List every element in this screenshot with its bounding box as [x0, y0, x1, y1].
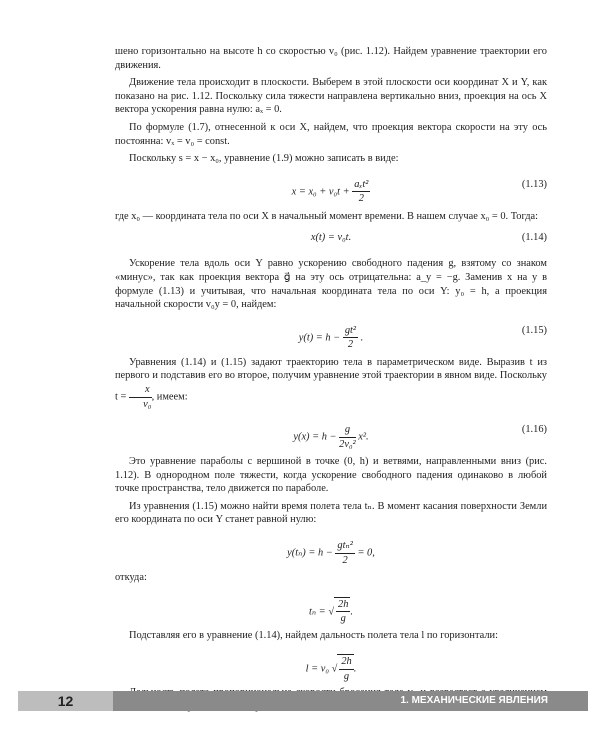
- paragraph: Это уравнение параболы с вершиной в точке (0, h) и ветвями, направленными вниз (рис. 1.12). В однородном поле тяжести, когда ускорение свободного падения одинаково в любой точке пространства, тело движется по параболе.: [115, 456, 547, 495]
- equation-tail: .: [353, 663, 357, 675]
- page-footer: [0, 688, 600, 718]
- equation-number: (1.13): [521, 178, 547, 190]
- equation-number: (1.15): [521, 324, 547, 336]
- equation-left: l = v₀: [305, 663, 329, 675]
- chapter-title: 1. МЕХАНИЧЕСКИЕ ЯВЛЕНИЯ: [400, 695, 548, 706]
- page-number: 12: [18, 691, 113, 711]
- equation-fraction: [352, 178, 370, 206]
- fraction-numerator: gtₙ²: [335, 539, 354, 554]
- paragraph: Из уравнения (1.15) можно найти время полета тела tₙ. В момент касания поверхности Земли его координата по оси Y станет равной нулю:: [115, 500, 547, 526]
- equation-left: y(x) = h −: [293, 431, 337, 443]
- paragraph: По формуле (1.7), отнесенной к оси X, найдем, что проекция вектора скорости на эту ось постоянна: vₓ = v₀ = const.: [115, 121, 547, 147]
- equation-tail: x².: [358, 431, 369, 443]
- equation-flight-time: [115, 531, 547, 567]
- equation-number: (1.14): [521, 232, 547, 244]
- equation-time-result: [115, 589, 547, 625]
- paragraph: Подставляя его в уравнение (1.14), найдем дальность полета тела l по горизонтали:: [129, 629, 498, 641]
- fraction-numerator: aₓt²: [352, 178, 370, 193]
- equation-fraction: [335, 539, 354, 567]
- paragraph: [115, 356, 547, 411]
- paragraph-text: Уравнения (1.14) и (1.15) задают траекторию тела в параметрическом виде. Выразив t из первого и подставив его во второе, получим уравнение этой траектории в явном виде. Поскольку t =: [115, 356, 547, 403]
- equation-1-15: [115, 316, 547, 352]
- paragraph: Движение тела происходит в плоскости. Выберем в этой плоскости оси координат X и Y, как показано на рис. 1.12. Поскольку сила тяжести направлена вертикально вниз, проекция на ось X вектора ускорения равна нулю: aₓ = 0.: [115, 77, 547, 116]
- inline-fraction: [129, 383, 152, 411]
- paragraph-text: , имеем:: [151, 391, 188, 403]
- sqrt-sign: √: [331, 663, 338, 675]
- fraction-numerator: 2h: [339, 655, 353, 670]
- equation-tail: .: [350, 606, 354, 618]
- equation-fraction: [339, 655, 353, 683]
- fraction-denominator: v₀: [143, 398, 152, 410]
- fraction-denominator: 2: [358, 193, 364, 205]
- paragraph: откуда:: [115, 572, 147, 584]
- equation-tail: = 0,: [357, 547, 375, 559]
- fraction-numerator: 2h: [336, 598, 350, 613]
- fraction-denominator: g: [343, 670, 350, 682]
- equation-1-13: [115, 170, 547, 206]
- equation-fraction: [339, 423, 356, 451]
- fraction-denominator: g: [340, 613, 346, 625]
- fraction-denominator: 2v₀²: [339, 438, 356, 450]
- fraction-denominator: 2: [342, 554, 348, 566]
- equation-1-14: [115, 227, 547, 253]
- fraction-denominator: 2: [347, 339, 354, 351]
- sqrt-radicand: [334, 597, 350, 626]
- equation-fraction: [343, 324, 358, 352]
- fraction-numerator: gt²: [343, 324, 358, 339]
- paragraph: где x₀ — координата тела по оси X в начальный момент времени. В нашем случае x₀ = 0. Тогда:: [115, 210, 539, 222]
- equation-left: x = x₀ + v₀t +: [291, 186, 350, 198]
- equation-left: tₙ =: [308, 606, 326, 618]
- equation-tail: .: [360, 332, 364, 344]
- equation-1-16: [115, 415, 547, 451]
- equation-fraction: [336, 598, 350, 626]
- paragraph: Поскольку s = x − x₀, уравнение (1.9) можно записать в виде:: [129, 153, 399, 165]
- equation-left: y(tₙ) = h −: [287, 547, 333, 559]
- sqrt-radicand: [337, 654, 353, 683]
- equation-left: y(t) = h −: [298, 332, 341, 344]
- fraction-numerator: x: [129, 383, 152, 398]
- equation-range: [115, 646, 547, 682]
- equation-body: x(t) = v₀t.: [310, 232, 352, 244]
- page-body: [115, 45, 547, 717]
- paragraph: шено горизонтально на высоте h со скоростью v₀ (рис. 1.12). Найдем уравнение траектории его движения.: [115, 46, 547, 71]
- sqrt-sign: √: [328, 606, 335, 618]
- equation-number: (1.16): [521, 424, 547, 436]
- fraction-numerator: g: [339, 423, 356, 438]
- paragraph: Ускорение тела вдоль оси Y равно ускорению свободного падения g, взятому со знаком «минус», так как проекция вектора g⃗ на эту ось отрицательна: a_y = −g. Заменив x на y в формуле (1.13) и учитывая, что начальная координата тела по оси Y: y₀ = h, а проекция начальной скорости v₀y = 0, найдем:: [115, 258, 547, 311]
